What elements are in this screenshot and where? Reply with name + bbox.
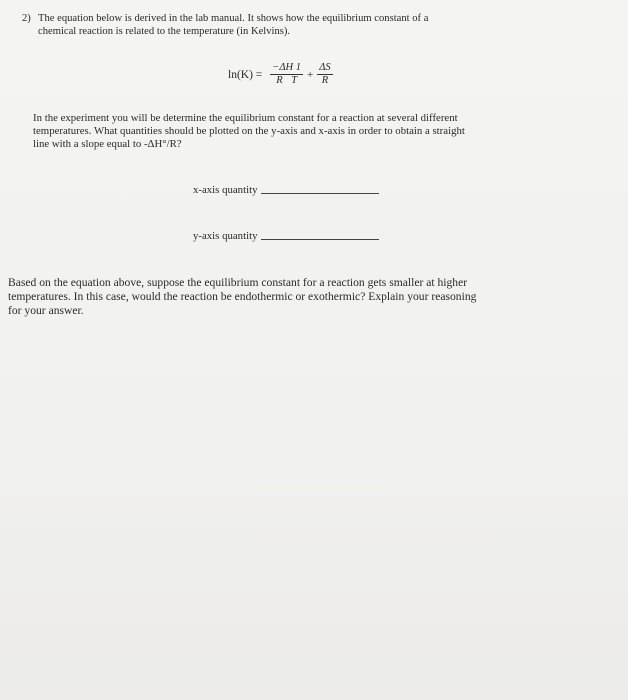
- y-axis-blank[interactable]: [261, 238, 379, 240]
- y-axis-answer: [193, 230, 379, 242]
- x-axis-answer: [193, 184, 379, 196]
- y-axis-label: y-axis quantity: [193, 230, 258, 242]
- reasoning-line-1: Based on the equation above, suppose the equilibrium constant for a reaction gets smaller at higher: [8, 276, 468, 289]
- reasoning-line-2: temperatures. In this case, would the reaction be endothermic or exothermic? Explain your reasoning: [8, 290, 477, 303]
- reasoning-line-3: for your answer.: [8, 304, 84, 317]
- x-axis-label: x-axis quantity: [193, 184, 258, 196]
- entropy-term-denominator: R: [321, 75, 329, 86]
- entropy-term: [317, 62, 332, 87]
- entropy-term-numerator: ΔS: [319, 62, 331, 73]
- question-number: 2): [22, 13, 31, 24]
- reasoning-question: [8, 276, 623, 318]
- equation-lhs: ln(K) =: [228, 68, 263, 81]
- x-axis-blank[interactable]: [261, 192, 379, 194]
- enthalpy-term-denominator: R T: [276, 75, 298, 86]
- equation: [228, 62, 335, 87]
- plot-question-line-3: line with a slope equal to -ΔH°/R?: [33, 138, 182, 150]
- intro-line-2: chemical reaction is related to the temperature (in Kelvins).: [38, 26, 291, 37]
- intro-line-1: The equation below is derived in the lab manual. It shows how the equilibrium constant of a: [38, 13, 429, 24]
- question-header: [22, 12, 542, 38]
- plot-question-line-2: temperatures. What quantities should be plotted on the y-axis and x-axis in order to obtain a straight: [33, 125, 465, 137]
- plot-question-line-1: In the experiment you will be determine the equilibrium constant for a reaction at several different: [33, 112, 458, 124]
- plus-operator: +: [307, 68, 314, 81]
- enthalpy-term-numerator: −ΔH 1: [272, 62, 301, 73]
- plot-question: [33, 112, 603, 151]
- enthalpy-term: [270, 62, 303, 87]
